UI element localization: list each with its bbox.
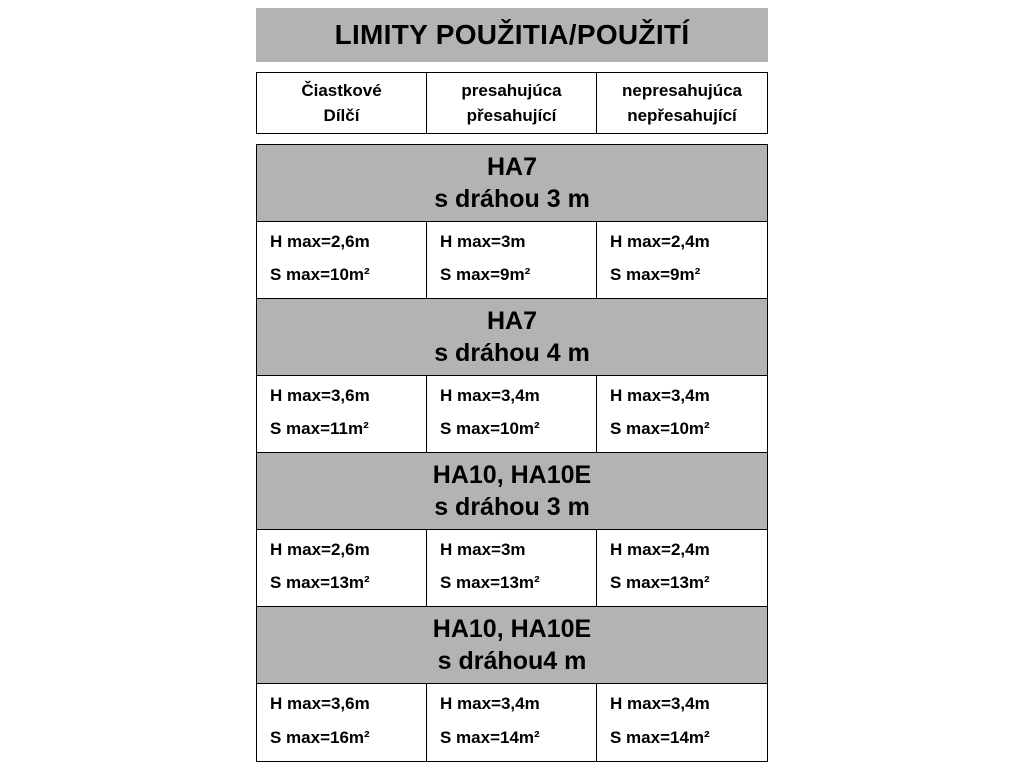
h-max-value: H max=2,4m xyxy=(610,232,710,251)
s-max-value: S max=14m² xyxy=(440,728,540,747)
section-model: HA7 xyxy=(486,306,537,335)
limit-cell xyxy=(427,222,597,299)
limit-cell xyxy=(597,684,767,761)
h-max-value: H max=2,6m xyxy=(270,232,370,251)
limit-cell xyxy=(597,222,767,299)
h-max-value: H max=3,4m xyxy=(440,386,540,405)
h-max-value: H max=3m xyxy=(440,540,526,559)
section-banner-ha10-3m xyxy=(257,453,767,530)
limit-cell xyxy=(597,530,767,607)
s-max-value: S max=13m² xyxy=(270,573,370,592)
column-header-line-cz: nepřesahující xyxy=(627,106,737,125)
column-header-row xyxy=(256,72,768,134)
section-track: s dráhou 3 m xyxy=(434,185,590,213)
limit-cell xyxy=(597,376,767,453)
section-track: s dráhou 3 m xyxy=(434,493,590,521)
h-max-value: H max=3,4m xyxy=(610,694,710,713)
usage-limits-table xyxy=(256,8,768,762)
section-banner-ha10-4m xyxy=(257,607,767,684)
section-model: HA7 xyxy=(486,152,537,181)
column-header-line-sk: Čiastkové xyxy=(301,80,382,100)
limits-grid xyxy=(256,144,768,762)
column-header-line-sk: nepresahujúca xyxy=(622,80,742,100)
column-header-exceeding xyxy=(427,73,597,133)
s-max-value: S max=13m² xyxy=(440,573,540,592)
section-model: HA10, HA10E xyxy=(432,614,592,643)
s-max-value: S max=10m² xyxy=(610,419,710,438)
h-max-value: H max=3,4m xyxy=(610,386,710,405)
s-max-value: S max=16m² xyxy=(270,728,370,747)
limit-cell xyxy=(427,530,597,607)
h-max-value: H max=3,6m xyxy=(270,386,370,405)
column-header-not-exceeding xyxy=(597,73,767,133)
limit-cell xyxy=(257,376,427,453)
section-model: HA10, HA10E xyxy=(432,460,592,489)
h-max-value: H max=2,6m xyxy=(270,540,370,559)
s-max-value: S max=14m² xyxy=(610,728,710,747)
column-header-partial xyxy=(257,73,427,133)
s-max-value: S max=10m² xyxy=(270,265,370,284)
s-max-value: S max=13m² xyxy=(610,573,710,592)
limit-cell xyxy=(257,684,427,761)
limit-cell xyxy=(257,222,427,299)
limit-cell xyxy=(257,530,427,607)
column-header-line-sk: presahujúca xyxy=(461,80,562,100)
table-title: LIMITY POUŽITIA/POUŽITÍ xyxy=(334,19,690,50)
h-max-value: H max=3m xyxy=(440,232,526,251)
table-title-bar xyxy=(256,8,768,62)
column-header-line-cz: Dílčí xyxy=(323,106,360,125)
section-track: s dráhou4 m xyxy=(437,647,587,675)
s-max-value: S max=10m² xyxy=(440,419,540,438)
limit-cell xyxy=(427,684,597,761)
h-max-value: H max=2,4m xyxy=(610,540,710,559)
s-max-value: S max=9m² xyxy=(440,265,531,284)
column-header-line-cz: přesahující xyxy=(466,106,557,125)
section-banner-ha7-4m xyxy=(257,299,767,376)
s-max-value: S max=9m² xyxy=(610,265,701,284)
s-max-value: S max=11m² xyxy=(270,419,369,438)
section-banner-ha7-3m xyxy=(257,145,767,222)
h-max-value: H max=3,6m xyxy=(270,694,370,713)
h-max-value: H max=3,4m xyxy=(440,694,540,713)
section-track: s dráhou 4 m xyxy=(434,339,590,367)
limit-cell xyxy=(427,376,597,453)
